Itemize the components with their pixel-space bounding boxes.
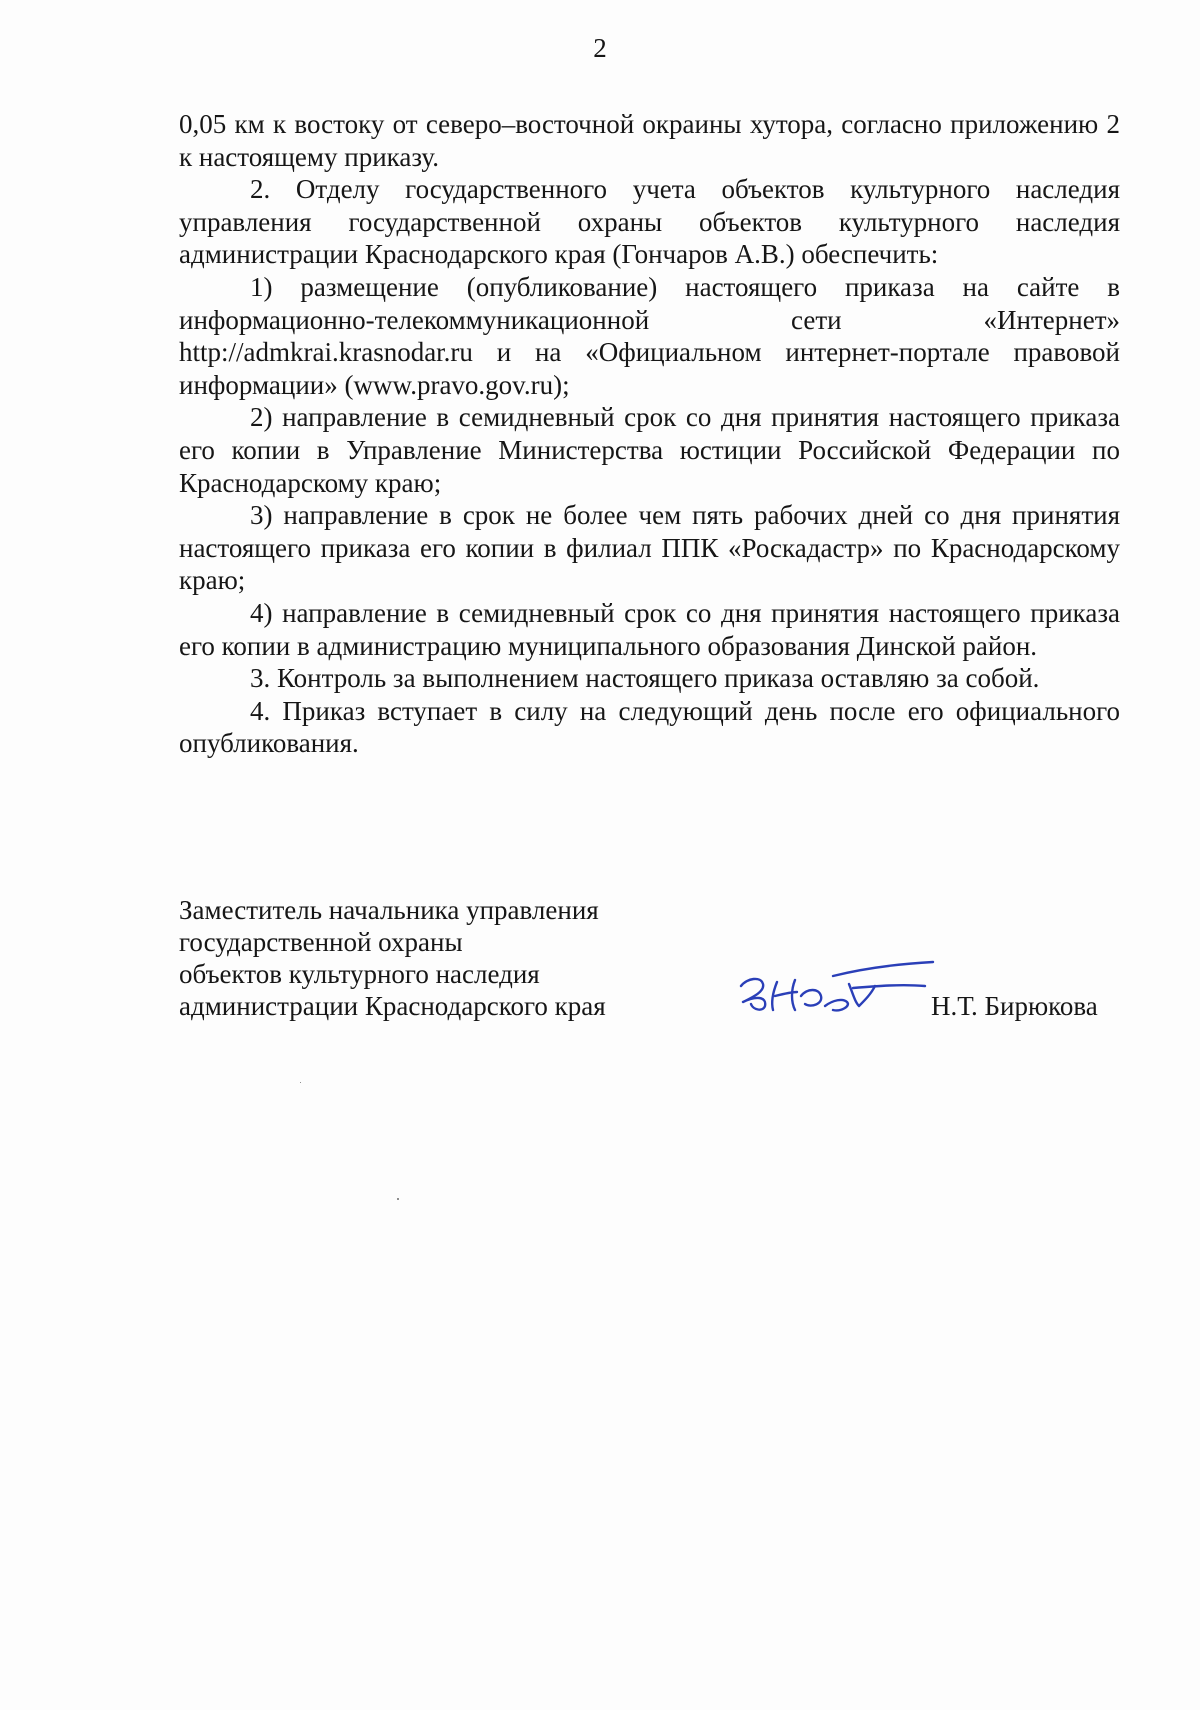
paragraph-subitem-4: 4) направление в семидневный срок со дня принятия настоящего приказа его копии в администрацию муниципального образования Динской район.: [179, 597, 1120, 661]
paragraph-continuation: 0,05 км к востоку от северо–восточной окраины хутора, согласно приложению 2 к настоящему приказу.: [179, 109, 1120, 172]
signature-block: [179, 894, 1120, 1022]
paragraph-subitem-1: 1) размещение (опубликование) настоящего приказа на сайте в информационно-телекоммуникационной сети «Интернет» http://admkrai.krasnodar.ru и на «Официальном интернет-портале правовой информации» (www.pravo.gov.ru);: [179, 271, 1120, 400]
handwritten-signature: [737, 956, 937, 1024]
signer-position: Заместитель начальника управления государственной охраны объектов культурного наследия администрации Краснодарского края: [179, 895, 606, 1021]
page-number: 2: [593, 33, 607, 63]
paragraph-item-3: 3. Контроль за выполнением настоящего приказа оставляю за собой.: [250, 663, 1040, 694]
paragraph-item-2: 2. Отделу государственного учета объектов культурного наследия управления государственной охраны объектов культурного наследия администрации Краснодарского края (Гончаров А.В.) обеспечить:: [179, 174, 1120, 270]
signer-name: Н.Т. Бирюкова: [931, 991, 1098, 1021]
paragraph-subitem-3: 3) направление в срок не более чем пять рабочих дней со дня принятия настоящего приказа его копии в филиал ППК «Роскадастр» по Краснодарскому краю;: [179, 500, 1120, 596]
paragraph-subitem-2: 2) направление в семидневный срок со дня принятия настоящего приказа его копии в Управление Министерства юстиции Российской Федерации по Краснодарскому краю;: [179, 402, 1120, 498]
document-body: [179, 108, 1120, 760]
paragraph-item-4: 4. Приказ вступает в силу на следующий день после его официального опубликования.: [179, 695, 1120, 759]
scan-speck: [300, 1082, 301, 1083]
scan-speck: [397, 1198, 399, 1200]
